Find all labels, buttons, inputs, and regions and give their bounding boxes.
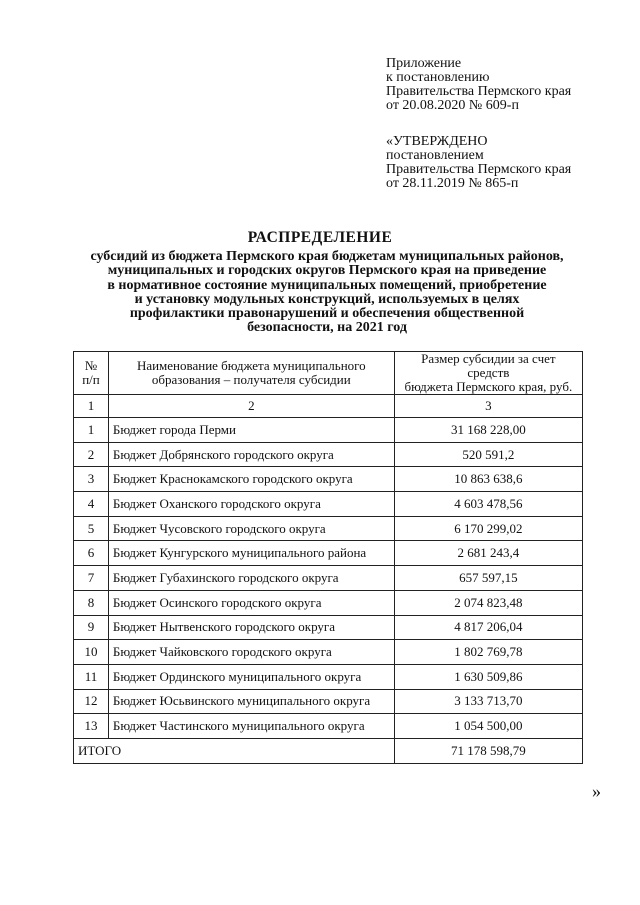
row-number: 3: [74, 467, 109, 492]
document-title: РАСПРЕДЕЛЕНИЕ: [247, 229, 393, 246]
table-row: [74, 664, 583, 689]
row-amount: 1 802 769,78: [394, 640, 582, 665]
row-budget-name: Бюджет Юсьвинского муниципального округа: [108, 689, 394, 714]
table-header-row: [74, 352, 583, 395]
row-amount: 1 630 509,86: [394, 664, 582, 689]
approval-block: [386, 135, 571, 191]
row-amount: 4 817 206,04: [394, 615, 582, 640]
table-row: [74, 689, 583, 714]
table-row: [74, 492, 583, 517]
row-budget-name: Бюджет Ординского муниципального округа: [108, 664, 394, 689]
table-row: [74, 418, 583, 443]
row-amount: 3 133 713,70: [394, 689, 582, 714]
row-number: 5: [74, 516, 109, 541]
row-number: 7: [74, 566, 109, 591]
table-body: [74, 418, 583, 739]
row-amount: 2 074 823,48: [394, 590, 582, 615]
row-amount: 520 591,2: [394, 442, 582, 467]
row-number: 13: [74, 714, 109, 739]
header-name: Наименование бюджета муниципального образования – получателя субсидии: [108, 352, 394, 395]
subtitle-line: безопасности, на 2021 год: [247, 320, 407, 336]
table-row: [74, 442, 583, 467]
approval-line: от 28.11.2019 № 865-п: [386, 176, 519, 191]
row-amount: 6 170 299,02: [394, 516, 582, 541]
approval-line: Правительства Пермского края: [386, 162, 572, 177]
subsidy-table: [73, 351, 583, 764]
row-amount: 1 054 500,00: [394, 714, 582, 739]
subtitle-line: муниципальных и городских округов Пермского края на приведение: [107, 263, 547, 279]
header-amount: Размер субсидии за счет средств бюджета Пермского края, руб.: [394, 352, 582, 395]
row-budget-name: Бюджет Нытвенского городского округа: [108, 615, 394, 640]
appendix-line: Правительства Пермского края: [386, 84, 572, 99]
row-budget-name: Бюджет Осинского городского округа: [108, 590, 394, 615]
subtitle-line: в нормативное состояние муниципальных помещений, приобретение: [107, 277, 547, 293]
table-row: [74, 590, 583, 615]
row-budget-name: Бюджет города Перми: [108, 418, 394, 443]
row-budget-name: Бюджет Губахинского городского округа: [108, 566, 394, 591]
approval-line: постановлением: [386, 148, 484, 163]
row-number: 12: [74, 689, 109, 714]
table-row: [74, 467, 583, 492]
row-budget-name: Бюджет Кунгурского муниципального района: [108, 541, 394, 566]
row-budget-name: Бюджет Чайковского городского округа: [108, 640, 394, 665]
table-row: [74, 516, 583, 541]
row-amount: 10 863 638,6: [394, 467, 582, 492]
subtitle-line: профилактики правонарушений и обеспечения общественной: [129, 306, 525, 322]
table-row: [74, 714, 583, 739]
total-row: [74, 738, 583, 763]
row-number: 1: [74, 418, 109, 443]
row-number: 6: [74, 541, 109, 566]
row-budget-name: Бюджет Оханского городского округа: [108, 492, 394, 517]
row-number: 2: [74, 442, 109, 467]
header-number: № п/п: [74, 352, 109, 395]
row-number: 11: [74, 664, 109, 689]
closing-quote-mark: »: [592, 781, 601, 801]
appendix-line: Приложение: [386, 56, 462, 71]
column-number: 1: [74, 395, 109, 418]
row-budget-name: Бюджет Частинского муниципального округа: [108, 714, 394, 739]
total-amount: 71 178 598,79: [394, 738, 582, 763]
subtitle-line: и установку модульных конструкций, используемых в целях: [134, 291, 520, 307]
row-amount: 2 681 243,4: [394, 541, 582, 566]
row-budget-name: Бюджет Чусовского городского округа: [108, 516, 394, 541]
row-budget-name: Бюджет Краснокамского городского округа: [108, 467, 394, 492]
row-amount: 4 603 478,56: [394, 492, 582, 517]
table-row: [74, 541, 583, 566]
document-subtitle: [72, 250, 582, 336]
appendix-line: к постановлению: [386, 70, 490, 85]
column-numbers-row: [74, 395, 583, 418]
row-budget-name: Бюджет Добрянского городского округа: [108, 442, 394, 467]
table-row: [74, 640, 583, 665]
table-row: [74, 566, 583, 591]
subtitle-line: субсидий из бюджета Пермского края бюджетам муниципальных районов,: [90, 249, 564, 264]
row-number: 8: [74, 590, 109, 615]
column-number: 2: [108, 395, 394, 418]
appendix-line: от 20.08.2020 № 609-п: [386, 98, 519, 113]
row-number: 4: [74, 492, 109, 517]
row-number: 9: [74, 615, 109, 640]
approval-line: «УТВЕРЖДЕНО: [386, 134, 488, 149]
row-number: 10: [74, 640, 109, 665]
table-row: [74, 615, 583, 640]
row-amount: 657 597,15: [394, 566, 582, 591]
column-number: 3: [394, 395, 582, 418]
appendix-block: [386, 57, 571, 113]
total-label: ИТОГО: [74, 738, 395, 763]
row-amount: 31 168 228,00: [394, 418, 582, 443]
